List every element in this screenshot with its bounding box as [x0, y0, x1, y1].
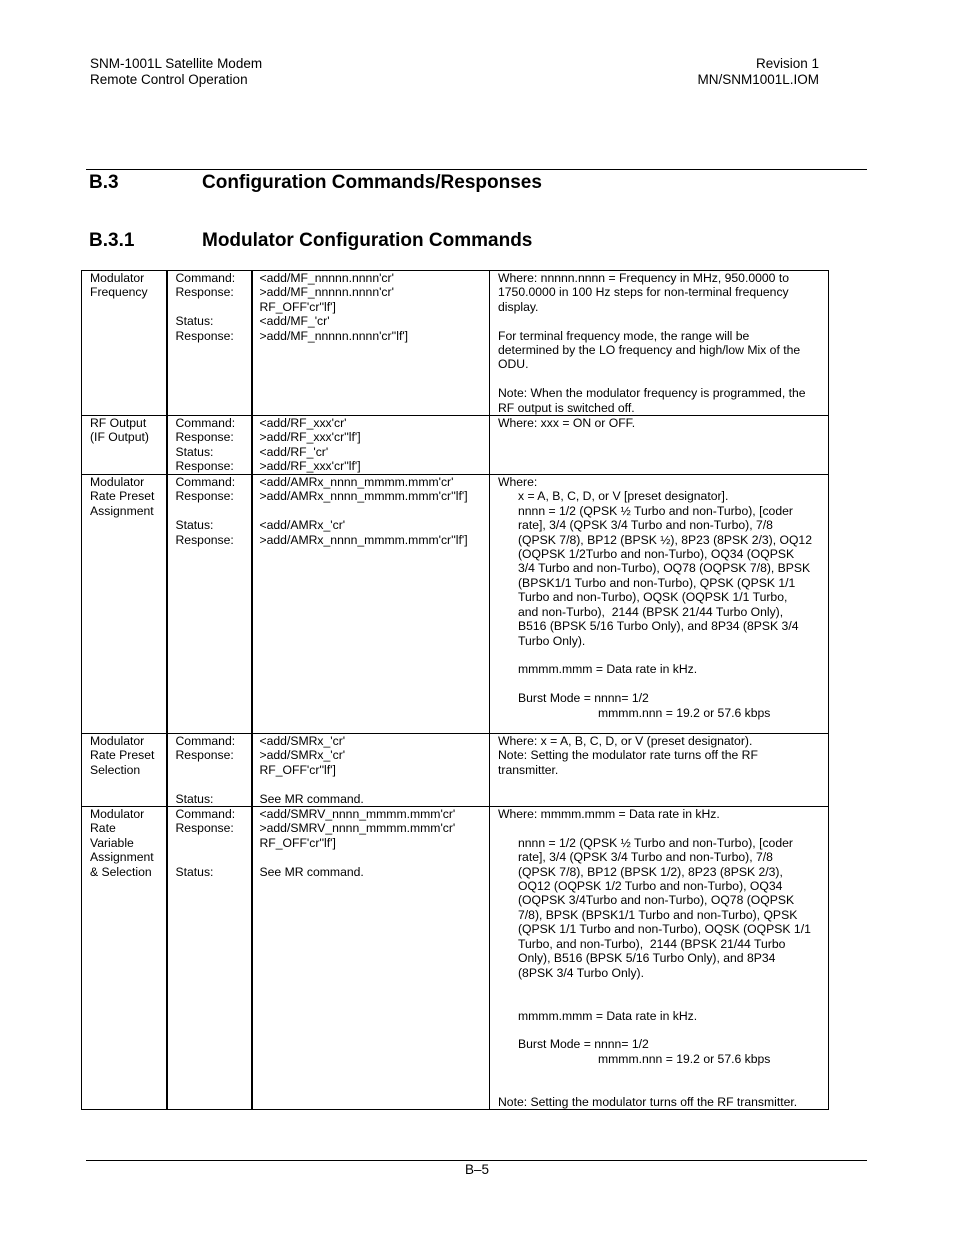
command-syntax-line	[260, 777, 484, 791]
document-title: SNM-1001L Satellite Modem	[90, 56, 263, 71]
command-syntax-line: <add/SMRx_'cr'	[259, 734, 346, 749]
command-syntax-cell	[252, 416, 490, 475]
description-line	[498, 821, 822, 835]
description-line: Turbo Only).	[518, 633, 586, 648]
message-type-label	[176, 300, 245, 314]
command-syntax-line: <add/SMRV_nnnn_mmmm.mmm'cr'	[259, 807, 456, 822]
page-number: B–5	[464, 1162, 490, 1177]
message-type-label: Response:	[175, 430, 234, 445]
description-line: Where: x = A, B, C, D, or V (preset designator).	[498, 734, 753, 749]
command-syntax-line: <add/MF_'cr'	[259, 314, 330, 329]
message-type-cell	[167, 475, 252, 734]
description-line: transmitter.	[498, 762, 559, 777]
command-syntax-line: >add/SMRV_nnnn_mmmm.mmm'cr'	[259, 821, 456, 836]
command-syntax-line: RF_OFF'cr''lf']	[259, 299, 336, 314]
description-line: Note: When the modulator frequency is programmed, the	[498, 386, 806, 401]
parameter-name-cell	[82, 734, 167, 807]
description-line: 1750.0000 in 100 Hz steps for non-terminal frequency	[498, 285, 789, 300]
message-type-label: Response:	[175, 748, 234, 763]
command-syntax-cell	[252, 734, 490, 807]
parameter-name-line: & Selection	[90, 864, 152, 879]
parameter-name-line: (IF Output)	[90, 430, 149, 445]
parameter-name-line: Assignment	[90, 503, 154, 518]
parameter-name-line: Frequency	[90, 285, 148, 300]
section-title: Configuration Commands/Responses	[202, 172, 542, 193]
parameter-name-line: Modulator	[90, 807, 145, 822]
description-line: Where: xxx = ON or OFF.	[498, 416, 636, 431]
page-header-left	[90, 56, 262, 88]
description-line: RF output is switched off.	[498, 400, 635, 415]
table-row	[82, 416, 829, 475]
description-line: display.	[498, 299, 539, 314]
command-syntax-line: <add/RF_'cr'	[259, 444, 329, 459]
table-row	[82, 475, 829, 734]
message-type-label	[176, 836, 245, 850]
subsection-title: Modulator Configuration Commands	[202, 230, 533, 251]
table-row	[82, 807, 829, 1110]
description-line: Where:	[498, 475, 538, 490]
table-row	[82, 271, 829, 416]
description-line: x = A, B, C, D, or V [preset designator].	[518, 489, 729, 504]
description-line: Note: Setting the modulator rate turns off the RF	[498, 748, 758, 763]
description-line: OQ12 (OQPSK 1/2 Turbo and non-Turbo), OQ34	[518, 879, 783, 894]
message-type-label: Response:	[175, 285, 234, 300]
message-type-label	[176, 850, 245, 864]
description-line	[498, 994, 822, 1008]
description-cell	[490, 416, 829, 475]
message-type-label: Response:	[175, 489, 234, 504]
description-line: rate], 3/4 (QPSK 3/4 Turbo and non-Turbo), 7/8	[518, 518, 773, 533]
parameter-name-cell	[82, 271, 167, 416]
message-type-cell	[167, 807, 252, 1110]
parameter-name-line: Modulator	[90, 271, 145, 285]
command-syntax-line: <add/AMRx_nnnn_mmmm.mmm'cr'	[259, 475, 454, 490]
command-syntax-line: RF_OFF'cr''lf']	[259, 762, 336, 777]
command-table	[81, 270, 829, 1110]
description-line: mmmm.nnn = 19.2 or 57.6 kbps	[598, 705, 771, 720]
description-line: Note: Setting the modulator turns off the RF transmitter.	[498, 1095, 798, 1110]
message-type-label	[176, 763, 245, 777]
parameter-name-line: Variable	[90, 835, 134, 850]
command-syntax-line: >add/MF_nnnnn.nnnn'cr''lf']	[259, 328, 409, 343]
description-line: Burst Mode = nnnn= 1/2	[518, 1037, 649, 1052]
revision-label: Revision 1	[755, 56, 819, 71]
command-syntax-line: See MR command.	[259, 791, 364, 806]
message-type-label	[176, 504, 245, 518]
description-line: Where: nnnnn.nnnn = Frequency in MHz, 950.0000 to	[498, 271, 789, 285]
description-line: (QPSK 1/1 Turbo and non-Turbo), OQSK (OQPSK 1/1	[518, 922, 811, 937]
message-type-cell	[167, 734, 252, 807]
description-line	[498, 372, 822, 386]
parameter-name-line: Rate	[90, 821, 116, 836]
message-type-label: Command:	[175, 271, 236, 285]
message-type-label: Response:	[175, 328, 234, 343]
table-row	[82, 734, 829, 807]
message-type-label	[176, 777, 245, 791]
message-type-label: Status:	[175, 314, 214, 329]
description-line: B516 (BPSK 5/16 Turbo Only), and 8P34 (8PSK 3/4	[518, 619, 799, 634]
command-table-body	[82, 271, 829, 1110]
description-cell	[490, 734, 829, 807]
description-line: 7/8), BPSK (BPSK1/1 Turbo and non-Turbo), QPSK	[518, 907, 798, 922]
description-line: and non-Turbo), 2144 (BPSK 21/44 Turbo Only),	[518, 604, 784, 619]
description-line: (QPSK 7/8), BP12 (BPSK ½), 8P23 (8PSK 2/3), OQ12	[518, 532, 812, 547]
manual-number: MN/SNM1001L.IOM	[697, 72, 819, 87]
description-line: Where: mmmm.mmm = Data rate in kHz.	[498, 807, 720, 822]
command-syntax-line: >add/RF_xxx'cr''lf']	[259, 430, 361, 445]
footer-divider	[86, 1160, 867, 1161]
description-line	[498, 677, 822, 691]
description-line: (BPSK1/1 Turbo and non-Turbo), QPSK (QPSK 1/1	[518, 575, 796, 590]
message-type-label: Status:	[175, 864, 214, 879]
description-line: rate], 3/4 (QPSK 3/4 Turbo and non-Turbo), 7/8	[518, 850, 773, 865]
page-header-right	[697, 56, 819, 88]
description-line	[498, 314, 822, 328]
parameter-name-cell	[82, 416, 167, 475]
description-line	[498, 1023, 822, 1037]
message-type-label: Response:	[175, 532, 234, 547]
description-cell	[490, 807, 829, 1110]
command-syntax-line	[260, 504, 484, 518]
command-syntax-line: >add/RF_xxx'cr''lf']	[259, 459, 361, 474]
description-line: 3/4 Turbo and non-Turbo), OQ78 (OQPSK 7/8), BPSK	[518, 561, 811, 576]
description-line: Burst Mode = nnnn= 1/2	[518, 691, 649, 706]
subsection-number: B.3.1	[89, 230, 135, 251]
parameter-name-line: Rate Preset	[90, 489, 155, 504]
description-line: nnnn = 1/2 (QPSK ½ Turbo and non-Turbo), [coder	[518, 835, 793, 850]
parameter-name-line: RF Output	[90, 416, 147, 431]
description-line: (QPSK 7/8), BP12 (BPSK 1/2), 8P23 (8PSK 2/3),	[518, 864, 783, 879]
spacer	[498, 1066, 822, 1080]
description-line: ODU.	[498, 357, 529, 372]
command-syntax-line: <add/RF_xxx'cr'	[259, 416, 347, 431]
description-line: Only), B516 (BPSK 5/16 Turbo Only), and 8P34	[518, 951, 776, 966]
section-number: B.3	[89, 172, 119, 193]
description-cell	[490, 271, 829, 416]
message-type-label: Status:	[175, 444, 214, 459]
command-syntax-line: RF_OFF'cr''lf']	[259, 835, 336, 850]
description-line: Turbo, and non-Turbo), 2144 (BPSK 21/44 Turbo	[518, 936, 786, 951]
command-syntax-cell	[252, 475, 490, 734]
message-type-cell	[167, 271, 252, 416]
message-type-label: Response:	[175, 821, 234, 836]
description-line: For terminal frequency mode, the range will be	[498, 328, 750, 343]
header-divider	[86, 169, 867, 170]
parameter-name-line: Assignment	[90, 850, 154, 865]
description-line: nnnn = 1/2 (QPSK ½ Turbo and non-Turbo), [coder	[518, 503, 793, 518]
parameter-name-line: Modulator	[90, 475, 145, 490]
description-cell	[490, 475, 829, 734]
message-type-label: Command:	[175, 475, 236, 490]
parameter-name-cell	[82, 807, 167, 1110]
description-line: (OQPSK 3/4Turbo and non-Turbo), OQ78 (OQPSK	[518, 893, 795, 908]
description-line: mmmm.mmm = Data rate in kHz.	[518, 1008, 698, 1023]
command-syntax-line: >add/AMRx_nnnn_mmmm.mmm'cr''lf']	[259, 532, 468, 547]
message-type-label: Status:	[175, 518, 214, 533]
command-syntax-line: >add/SMRx_'cr'	[259, 748, 346, 763]
message-type-label: Status:	[175, 791, 214, 806]
message-type-label: Command:	[175, 807, 236, 822]
spacer	[498, 1081, 822, 1095]
message-type-label: Response:	[175, 459, 234, 474]
description-line: (OQPSK 1/2Turbo and non-Turbo), OQ34 (OQPSK	[518, 547, 795, 562]
command-syntax-line: See MR command.	[259, 864, 364, 879]
message-type-cell	[167, 416, 252, 475]
parameter-name-line: Modulator	[90, 734, 145, 749]
parameter-name-line: Selection	[90, 762, 141, 777]
command-syntax-cell	[252, 807, 490, 1110]
command-syntax-line: <add/AMRx_'cr'	[259, 518, 346, 533]
chapter-title: Remote Control Operation	[90, 72, 248, 87]
command-syntax-line: >add/AMRx_nnnn_mmmm.mmm'cr''lf']	[259, 489, 468, 504]
description-line: mmmm.nnn = 19.2 or 57.6 kbps	[598, 1051, 771, 1066]
command-syntax-line: >add/MF_nnnnn.nnnn'cr'	[259, 285, 394, 300]
description-line: mmmm.mmm = Data rate in kHz.	[518, 662, 698, 677]
command-syntax-line: <add/MF_nnnnn.nnnn'cr'	[259, 271, 394, 285]
parameter-name-cell	[82, 475, 167, 734]
description-line: Turbo and non-Turbo), OQSK (OQPSK 1/1 Turbo,	[518, 590, 788, 605]
description-line: (8PSK 3/4 Turbo Only).	[518, 965, 644, 980]
message-type-label: Command:	[175, 416, 236, 431]
description-line	[498, 980, 822, 994]
command-syntax-line	[260, 850, 484, 864]
description-line: determined by the LO frequency and high/low Mix of the	[498, 343, 801, 358]
description-line	[498, 648, 822, 662]
parameter-name-line: Rate Preset	[90, 748, 155, 763]
command-syntax-cell	[252, 271, 490, 416]
message-type-label: Command:	[175, 734, 236, 749]
